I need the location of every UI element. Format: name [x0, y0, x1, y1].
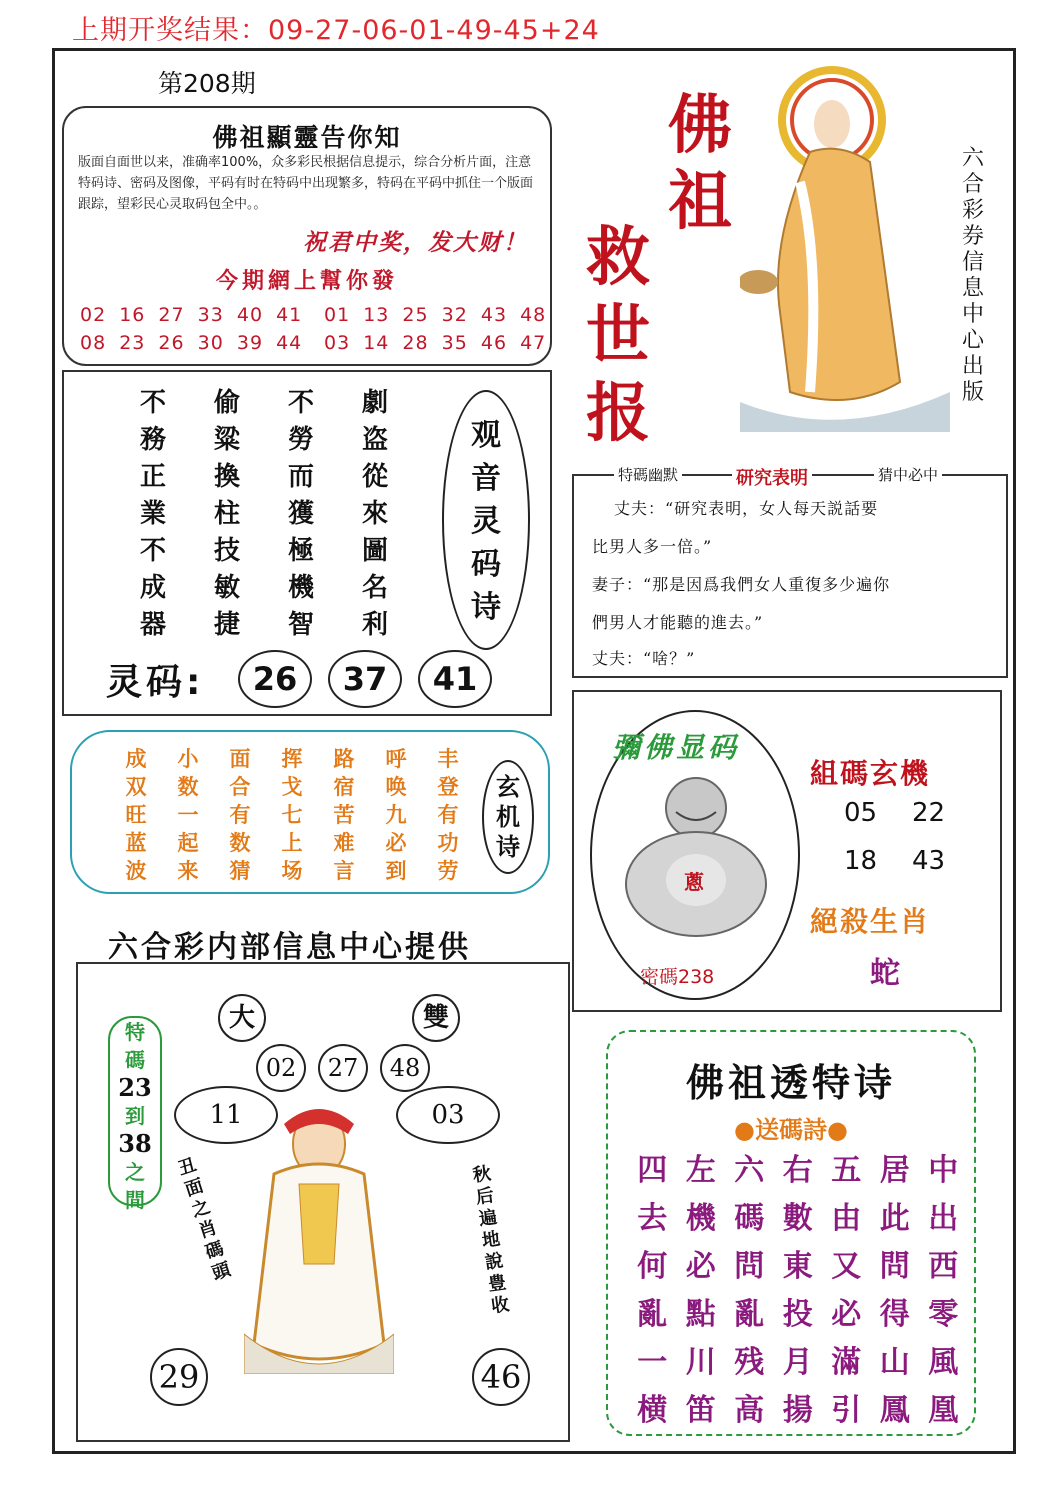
bottom-left-number: 29: [150, 1348, 208, 1406]
poem-char: 亂: [637, 1297, 668, 1332]
number-row: 02 16 27 33 40 41: [80, 304, 303, 326]
poem-char: 智: [287, 610, 314, 640]
poem-char: 來: [361, 499, 388, 529]
poem-char: 亂: [734, 1297, 765, 1332]
left-oval-number: 11: [174, 1086, 278, 1144]
poem-char: 又: [831, 1249, 862, 1284]
poem-char: 正: [139, 462, 166, 492]
left-vertical-text: 丑面之肖碼頭: [172, 1154, 234, 1287]
poem-char: 此: [879, 1201, 910, 1236]
secret-code: 密碼238: [640, 966, 715, 988]
poem-char: 川: [685, 1345, 716, 1380]
joke-label: 猜中必中: [874, 464, 942, 485]
range-char: 到: [125, 1104, 145, 1128]
poem-char: 来: [177, 858, 199, 883]
poem-char: 機: [287, 573, 314, 603]
poem-char: 数: [229, 830, 251, 855]
poem-char: 柱: [213, 499, 240, 529]
poem-char: 勞: [287, 425, 314, 455]
poem-char: 務: [139, 425, 166, 455]
kill-zodiac-title: 絕殺生肖: [810, 905, 931, 938]
poem-char: 換: [213, 462, 240, 492]
right-oval-number: 03: [396, 1086, 500, 1144]
xuanji-title-oval: [482, 760, 534, 874]
poem-char: 粱: [213, 425, 240, 455]
poem-char: 难: [333, 830, 355, 855]
poem-char: 功: [437, 830, 459, 855]
provider-line: 六合彩内部信息中心提供: [108, 930, 471, 965]
maitreya-figure: [616, 772, 776, 942]
poem-char: 双: [125, 774, 147, 799]
joke-line: 丈夫：“研究表明，女人每天説話要: [614, 499, 879, 518]
poem-char: 利: [361, 610, 388, 640]
joke-line: 妻子：“那是因爲我們女人重復多少遍你: [592, 575, 891, 594]
poem-char: 劇: [361, 388, 388, 418]
poem-char: 有: [229, 802, 251, 827]
notice-intro: 版面自面世以来，准确率100%，众多彩民根据信息提示，综合分析片面，注意特码诗、密码及图像，平码有时在特码中出现繁多，特码在平码中抓住一个版面跟踪，望彩民心灵取码包全中。。: [78, 155, 534, 212]
poem-char: 残: [734, 1345, 765, 1380]
poem-char: 零: [928, 1297, 959, 1332]
guanyin-number-box: [76, 962, 570, 1442]
number-row: 01 13 25 32 43 48: [324, 304, 547, 326]
maitreya-oval: [590, 710, 800, 1000]
poem-char: 點: [685, 1297, 716, 1332]
range-number: 38: [118, 1129, 152, 1158]
subtitle: 今期網上幫你發: [215, 268, 398, 294]
poem-char: 登: [437, 774, 459, 799]
poem-char: 蓝: [125, 830, 147, 855]
xuanji-poem-box: [70, 730, 550, 894]
poem-char: 敏: [213, 573, 240, 603]
poem-char: 到: [385, 858, 407, 883]
poem-char: 投: [782, 1297, 813, 1332]
poem-char: 面: [229, 746, 251, 771]
arc-title: 彌佛显码: [612, 731, 741, 764]
oval-char: 诗: [471, 590, 501, 625]
poem-char: 七: [281, 802, 303, 827]
poem-char: 唤: [385, 774, 407, 799]
poem-char: 機: [685, 1201, 716, 1236]
oval-char: 音: [471, 461, 501, 496]
poem-char: 成: [125, 746, 147, 771]
notice-title: 佛祖顯靈告你知: [212, 123, 402, 152]
poem-char: 問: [879, 1249, 910, 1284]
joke-line: 丈夫：“啥？”: [592, 649, 696, 668]
notice-box: [62, 106, 552, 366]
poem-char: 必: [831, 1297, 862, 1332]
poem-char: 何: [637, 1249, 668, 1284]
joke-line: 們男人才能聽的進去。”: [592, 613, 764, 632]
title-char: 佛: [668, 88, 732, 163]
joke-heading: 研究表明: [732, 464, 812, 490]
publisher: 六合彩券信息中心出版: [961, 146, 984, 405]
poem-char: 器: [139, 610, 166, 640]
combo-number: 18: [844, 846, 878, 876]
joke-box: [572, 466, 1008, 678]
combo-number: 43: [912, 846, 946, 876]
poem-char: 捷: [213, 610, 240, 640]
top-number: 02: [256, 1044, 306, 1092]
poem-char: 苦: [333, 802, 355, 827]
poem-char: 上: [281, 830, 303, 855]
oval-char: 灵: [471, 504, 501, 539]
kill-zodiac: 蛇: [870, 956, 900, 991]
poem-char: 六: [734, 1153, 765, 1188]
poem-char: 场: [281, 858, 303, 883]
poem-char: 不: [139, 536, 166, 566]
poem-char: 有: [437, 802, 459, 827]
poem-char: 路: [333, 746, 355, 771]
poem-char: 凰: [928, 1393, 959, 1428]
poem-char: 必: [385, 830, 407, 855]
oval-char: 码: [471, 547, 501, 582]
poem-char: 丰: [437, 746, 459, 771]
poem-char: 言: [333, 858, 355, 883]
poem-char: 不: [287, 388, 314, 418]
lingma-number: 26: [238, 650, 312, 708]
right-vertical-text: 秋后遍地說豊收: [468, 1163, 511, 1319]
poem-char: 笛: [685, 1393, 716, 1428]
oval-char: 机: [496, 802, 520, 831]
oval-char: 诗: [496, 832, 520, 861]
poem-char: 滿: [831, 1345, 862, 1380]
poem-char: 数: [177, 774, 199, 799]
belly-char: 蔥: [684, 870, 704, 894]
oval-char: 玄: [496, 772, 520, 801]
issue-number: 第208期: [158, 69, 256, 98]
poem-char: 横: [637, 1393, 668, 1428]
lingma-label: 灵码:: [106, 662, 205, 703]
range-number: 23: [118, 1073, 152, 1102]
poem-char: 揚: [782, 1393, 813, 1428]
range-char: 特: [125, 1020, 145, 1044]
poem-char: 技: [213, 536, 240, 566]
poem-char: 一: [637, 1345, 668, 1380]
poem-char: 獲: [287, 499, 314, 529]
poem-char: 中: [928, 1153, 959, 1188]
joke-label: 特碼幽默: [614, 464, 682, 485]
title-char: 救: [586, 220, 650, 295]
special-poem-grid: [628, 1150, 968, 1432]
poem-char: 劳: [437, 858, 459, 883]
combo-number: 05: [844, 798, 878, 828]
poem-char: 小: [177, 746, 199, 771]
poem-char: 波: [125, 858, 147, 883]
poem-char: 偷: [213, 388, 240, 418]
guanyin-title-oval: [442, 390, 530, 650]
range-char: 之: [125, 1160, 145, 1184]
number-row: 08 23 26 30 39 44: [80, 332, 303, 354]
oval-char: 观: [471, 418, 501, 453]
slogan: 祝君中奖，发大财！: [303, 230, 528, 256]
poem-char: 去: [637, 1201, 668, 1236]
poem-char: 四: [637, 1153, 668, 1188]
poem-char: 從: [361, 462, 388, 492]
number-row: 03 14 28 35 46 47: [324, 332, 547, 354]
poem-char: 圖: [361, 536, 388, 566]
poem-char: 左: [685, 1153, 716, 1188]
poem-char: 月: [782, 1345, 813, 1380]
range-char: 碼: [125, 1048, 145, 1072]
poem-char: 碼: [734, 1201, 765, 1236]
poem-char: 猜: [229, 858, 251, 883]
guanyin-seated-figure: [244, 1104, 394, 1374]
poem-char: 由: [831, 1201, 862, 1236]
poem-char: 合: [229, 774, 251, 799]
poem-char: 起: [177, 830, 199, 855]
poem-char: 高: [734, 1393, 765, 1428]
poem-char: 得: [879, 1297, 910, 1332]
combo-title: 組碼玄機: [810, 757, 931, 790]
poem-char: 西: [928, 1249, 959, 1284]
poem-char: 鳳: [879, 1393, 910, 1428]
poem-char: 問: [734, 1249, 765, 1284]
poem-char: 不: [139, 388, 166, 418]
poem-char: 五: [831, 1153, 862, 1188]
special-poem-subtitle: ●送碼詩●: [734, 1115, 848, 1144]
poem-char: 名: [361, 573, 388, 603]
poem-char: 極: [287, 536, 314, 566]
title-char: 报: [586, 376, 650, 451]
poem-char: 盗: [361, 425, 388, 455]
poem-char: 風: [928, 1345, 959, 1380]
double-circle: 雙: [412, 994, 460, 1042]
guanyin-standing-figure: [740, 62, 950, 432]
poem-char: 業: [139, 499, 166, 529]
poem-char: 右: [782, 1153, 813, 1188]
special-poem-title: 佛祖透特诗: [685, 1060, 896, 1105]
big-circle: 大: [218, 994, 266, 1042]
bottom-right-number: 46: [472, 1348, 530, 1406]
joke-line: 比男人多一倍。”: [592, 537, 713, 556]
poem-char: 呼: [385, 746, 407, 771]
combo-number: 22: [912, 798, 946, 828]
title-char: 祖: [668, 164, 732, 239]
special-range: [108, 1016, 162, 1212]
combo-box: [572, 690, 1002, 1012]
lingma-number: 37: [328, 650, 402, 708]
poem-char: 一: [177, 802, 199, 827]
top-number: 27: [318, 1044, 368, 1092]
poem-char: 成: [139, 573, 166, 603]
poem-char: 戈: [281, 774, 303, 799]
poem-char: 而: [287, 462, 314, 492]
lingma-number: 41: [418, 650, 492, 708]
poem-char: 引: [831, 1393, 862, 1428]
last-result: 上期开奖结果：09-27-06-01-49-45+24: [72, 15, 600, 46]
xuanji-grid: [110, 746, 474, 884]
guanyin-poem-box: [62, 370, 552, 716]
title-char: 世: [586, 298, 650, 373]
poem-grid: [116, 388, 406, 641]
poem-char: 挥: [281, 746, 303, 771]
poem-char: 宿: [333, 774, 355, 799]
range-char: 間: [125, 1188, 145, 1212]
poem-char: 九: [385, 802, 407, 827]
top-number: 48: [380, 1044, 430, 1092]
poem-char: 必: [685, 1249, 716, 1284]
special-poem-box: [606, 1030, 976, 1436]
poem-char: 居: [879, 1153, 910, 1188]
poem-char: 山: [879, 1345, 910, 1380]
poem-char: 出: [928, 1201, 959, 1236]
poem-char: 東: [782, 1249, 813, 1284]
poem-char: 旺: [125, 802, 147, 827]
poem-char: 數: [782, 1201, 813, 1236]
